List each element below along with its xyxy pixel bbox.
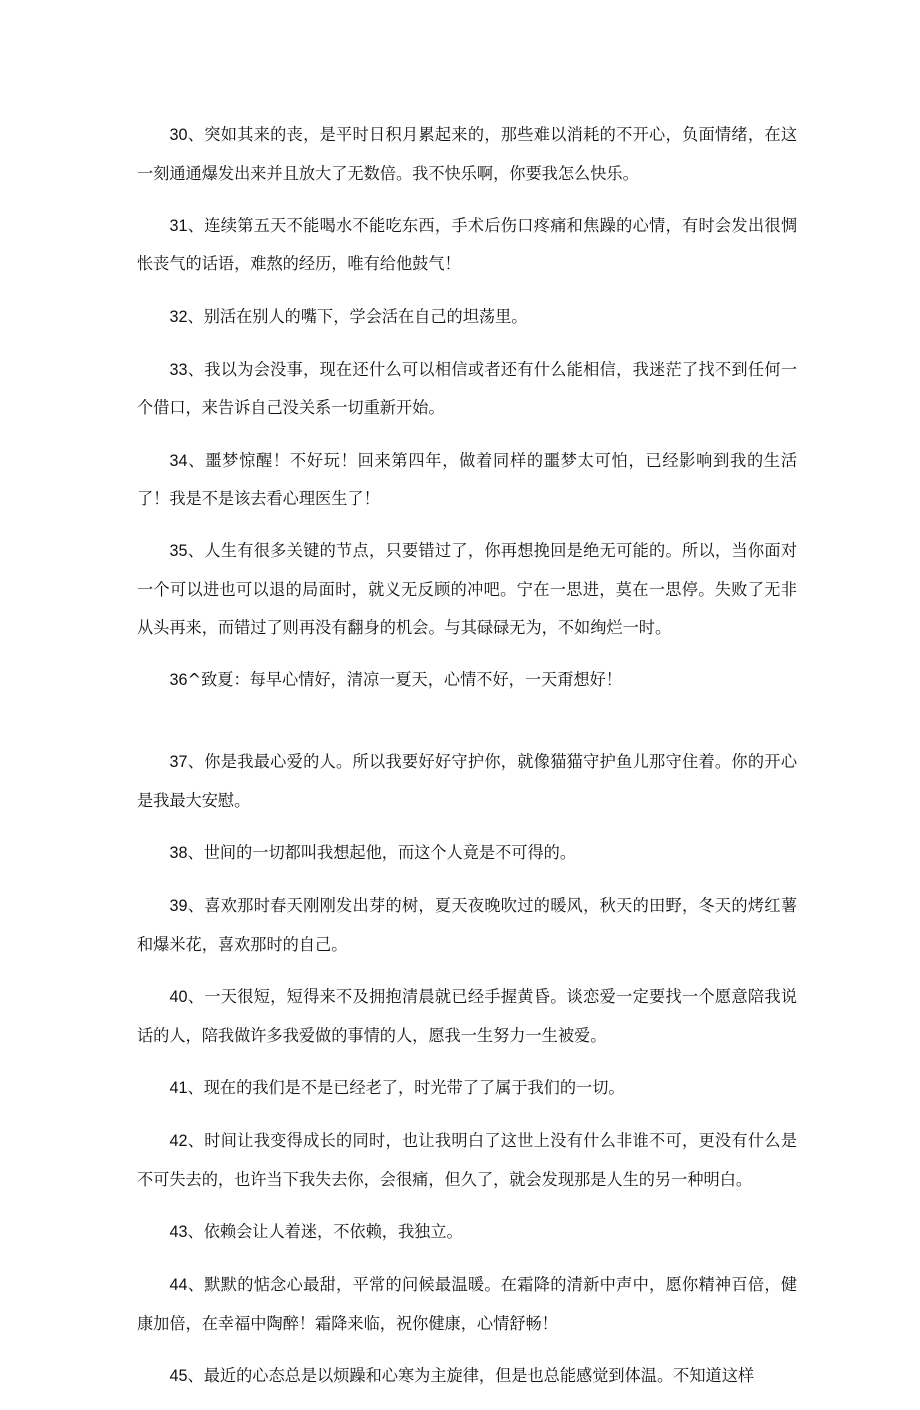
- document-body: [137, 116, 797, 1410]
- entry-separator: 、: [187, 1221, 204, 1241]
- entry-separator: 、: [187, 1365, 204, 1385]
- entry-39: [137, 887, 797, 963]
- entry-text: 人生有很多关键的节点，只要错过了，你再想挽回是绝无可能的。所以，当你面对一个可以进也可以退的局面时，就义无反顾的冲吧。宁在一思进，莫在一思停。失败了无非从头再来，而错过了则再没有翻身的机会。与其碌碌无为，不如绚烂一时。: [137, 541, 798, 637]
- entry-36: [137, 661, 797, 700]
- entry-text: 依赖会让人着迷，不依赖，我独立。: [203, 1221, 463, 1241]
- entry-31: [137, 207, 797, 283]
- entry-number: 44: [169, 1275, 188, 1294]
- entry-separator: 、: [187, 541, 205, 561]
- entry-text: 现在的我们是不是已经老了，时光带了了属于我们的一切。: [203, 1077, 625, 1097]
- entry-40: [137, 978, 797, 1054]
- entry-separator: 、: [187, 306, 204, 326]
- entry-separator: 、: [187, 215, 205, 235]
- entry-number: 30: [169, 126, 188, 144]
- entry-30: [137, 116, 797, 192]
- entry-45: [137, 1357, 797, 1396]
- entry-separator: 、: [187, 752, 205, 772]
- entry-35: [137, 532, 797, 646]
- entry-separator: 、: [187, 1274, 205, 1294]
- entry-separator: 、: [187, 987, 205, 1007]
- entry-separator: ^: [187, 669, 202, 689]
- entry-34: [137, 442, 797, 518]
- entry-number: 36: [169, 670, 188, 689]
- entry-number: 40: [169, 988, 188, 1007]
- entry-separator: 、: [187, 843, 204, 863]
- entry-text: 你是我最心爱的人。所以我要好好守护你，就像猫猫守护鱼儿那守住着。你的开心是我最大安慰。: [137, 752, 798, 810]
- entry-text: 默默的惦念心最甜，平常的问候最温暖。在霜降的清新中声中，愿你精神百倍，健康加倍，在幸福中陶醉！霜降来临，祝你健康，心情舒畅！: [137, 1274, 798, 1333]
- entry-42: [137, 1122, 797, 1198]
- entry-41: [137, 1069, 797, 1108]
- entry-text: 一天很短，短得来不及拥抱清晨就已经手握黄昏。谈恋爱一定要找一个愿意陪我说话的人，陪我做许多我爱做的事情的人，愿我一生努力一生被爱。: [137, 987, 798, 1045]
- entry-number: 31: [169, 216, 188, 235]
- entry-text: 世间的一切都叫我想起他，而这个人竟是不可得的。: [203, 843, 577, 863]
- entry-number: 35: [169, 542, 188, 561]
- entry-number: 33: [169, 360, 188, 379]
- entry-separator: 、: [187, 896, 205, 916]
- entry-separator: 、: [187, 450, 206, 470]
- entry-44: [137, 1266, 797, 1342]
- entry-text: 突如其来的丧，是平时日积月累起来的，那些难以消耗的不开心，负面情绪，在这一刻通通爆发出来并且放大了无数倍。我不快乐啊，你要我怎么快乐。: [137, 125, 798, 183]
- entry-number: 43: [169, 1222, 188, 1241]
- entry-text: 噩梦惊醒！不好玩！回来第四年，做着同样的噩梦太可怕，已经影响到我的生活了！我是不是该去看心理医生了！: [137, 450, 798, 509]
- entry-37: [137, 743, 797, 819]
- entry-separator: 、: [187, 1131, 205, 1150]
- entry-text: 我以为会没事，现在还什么可以相信或者还有什么能相信，我迷茫了找不到任何一个借口，来告诉自己没关系一切重新开始。: [137, 359, 798, 418]
- entry-text: 致夏：每早心情好，清凉一夏天，心情不好，一天甭想好！: [201, 669, 622, 689]
- entry-separator: 、: [187, 125, 205, 144]
- entry-number: 32: [169, 307, 188, 326]
- entry-text: 连续第五天不能喝水不能吃东西，手术后伤口疼痛和焦躁的心情，有时会发出很惆怅丧气的话语，难熬的经历，唯有给他鼓气！: [137, 215, 798, 274]
- entry-38: [137, 834, 797, 873]
- entry-number: 41: [169, 1078, 188, 1097]
- entry-number: 45: [169, 1366, 188, 1385]
- entry-separator: 、: [187, 359, 205, 379]
- entry-text: 喜欢那时春天刚刚发出芽的树，夏天夜晚吹过的暖风，秋天的田野，冬天的烤红薯和爆米花，喜欢那时的自己。: [137, 896, 798, 954]
- entry-33: [137, 351, 797, 427]
- entry-text: 别活在别人的嘴下，学会活在自己的坦荡里。: [203, 306, 528, 326]
- entry-number: 34: [169, 451, 188, 470]
- entry-32: [137, 298, 797, 337]
- entry-43: [137, 1213, 797, 1252]
- entry-number: 39: [169, 897, 188, 916]
- entry-separator: 、: [187, 1077, 204, 1097]
- entry-number: 42: [169, 1132, 188, 1150]
- entry-number: 38: [169, 844, 188, 863]
- entry-text: 最近的心态总是以烦躁和心寒为主旋律，但是也总能感觉到体温。不知道这样: [203, 1365, 755, 1385]
- entry-number: 37: [169, 753, 188, 772]
- entry-text: 时间让我变得成长的同时，也让我明白了这世上没有什么非谁不可，更没有什么是不可失去的，也许当下我失去你，会很痛，但久了，就会发现那是人生的另一种明白。: [137, 1131, 798, 1189]
